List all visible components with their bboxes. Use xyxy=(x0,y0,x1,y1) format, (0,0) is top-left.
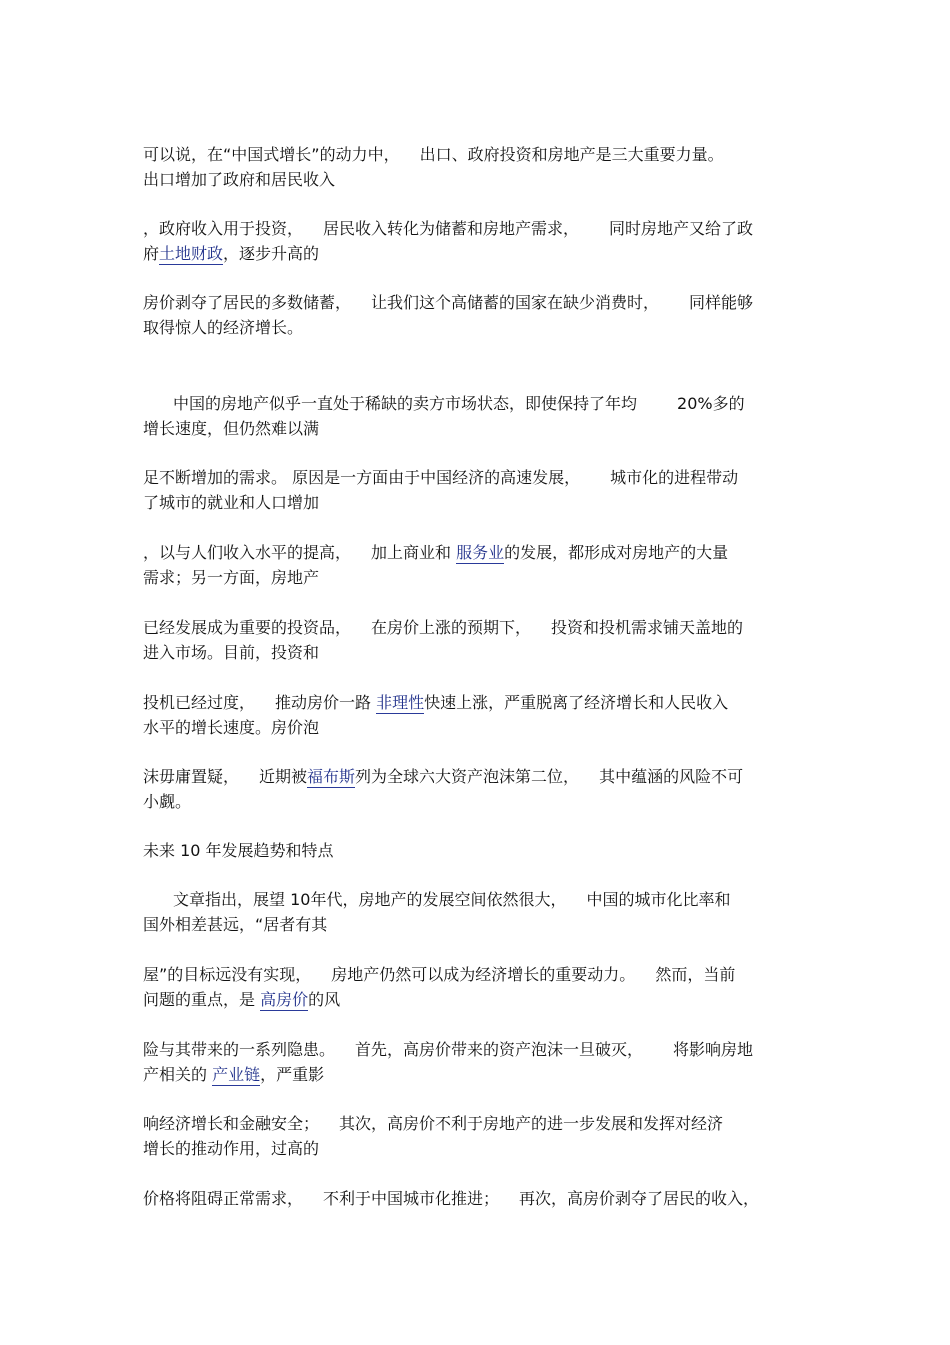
link-land-finance[interactable]: 土地财政 xyxy=(159,244,224,263)
text-line: ，政府收入用于投资， 居民收入转化为储蓄和房地产需求， 同时房地产又给了政 xyxy=(143,219,754,238)
link-industry-chain[interactable]: 产业链 xyxy=(212,1065,261,1084)
section-heading: 未来 10 年发展趋势和特点 xyxy=(143,841,334,860)
text-line: 已经发展成为重要的投资品， 在房价上涨的预期下， 投资和投机需求铺天盖地的 xyxy=(143,618,744,637)
text-line: 沫毋庸置疑， 近期被福布斯列为全球六大资产泡沫第二位， 其中蕴涵的风险不可 xyxy=(143,767,744,786)
text-line: 增长速度，但仍然难以满 xyxy=(143,419,320,438)
text-line: 增长的推动作用，过高的 xyxy=(143,1139,320,1158)
text-line: 屋”的目标远没有实现， 房地产仍然可以成为经济增长的重要动力。 然而，当前 xyxy=(143,965,736,984)
text-line: 中国的房地产似乎一直处于稀缺的卖方市场状态，即使保持了年均 20%多的 xyxy=(173,394,745,413)
text-line: 险与其带来的一系列隐患。 首先，高房价带来的资产泡沫一旦破灭， 将影响房地 xyxy=(143,1040,754,1059)
link-forbes[interactable]: 福布斯 xyxy=(307,767,356,786)
text-line: 价格将阻碍正常需求， 不利于中国城市化推进； 再次，高房价剥夺了居民的收入， xyxy=(143,1189,760,1208)
text-line: 产相关的 产业链，严重影 xyxy=(143,1065,325,1084)
text-line: 了城市的就业和人口增加 xyxy=(143,493,320,512)
text-line: 出口增加了政府和居民收入 xyxy=(143,170,336,189)
text-line: 文章指出，展望 10年代，房地产的发展空间依然很大， 中国的城市化比率和 xyxy=(173,890,731,909)
text-line: 投机已经过度， 推动房价一路 非理性快速上涨，严重脱离了经济增长和人民收入 xyxy=(143,693,729,712)
text-line: 需求；另一方面，房地产 xyxy=(143,568,320,587)
text-line: ，以与人们收入水平的提高， 加上商业和 服务业的发展，都形成对房地产的大量 xyxy=(143,543,729,562)
text-line: 进入市场。目前，投资和 xyxy=(143,643,320,662)
text-line: 取得惊人的经济增长。 xyxy=(143,318,304,337)
text-line: 府土地财政，逐步升高的 xyxy=(143,244,320,263)
text-line: 国外相差甚远，“居者有其 xyxy=(143,915,328,934)
link-irrational[interactable]: 非理性 xyxy=(376,693,425,712)
text-line: 房价剥夺了居民的多数储蓄， 让我们这个高储蓄的国家在缺少消费时， 同样能够 xyxy=(143,293,754,312)
link-high-house-price[interactable]: 高房价 xyxy=(260,990,309,1009)
text-line: 水平的增长速度。房价泡 xyxy=(143,718,320,737)
text-line: 响经济增长和金融安全； 其次，高房价不利于房地产的进一步发展和发挥对经济 xyxy=(143,1114,724,1133)
link-service-industry[interactable]: 服务业 xyxy=(456,543,505,562)
text-line: 小觑。 xyxy=(143,792,192,811)
text-line: 可以说，在“中国式增长”的动力中， 出口、政府投资和房地产是三大重要力量。 xyxy=(143,145,724,164)
text-line: 足不断增加的需求。 原因是一方面由于中国经济的高速发展， 城市化的进程带动 xyxy=(143,468,739,487)
text-line: 问题的重点，是 高房价的风 xyxy=(143,990,341,1009)
